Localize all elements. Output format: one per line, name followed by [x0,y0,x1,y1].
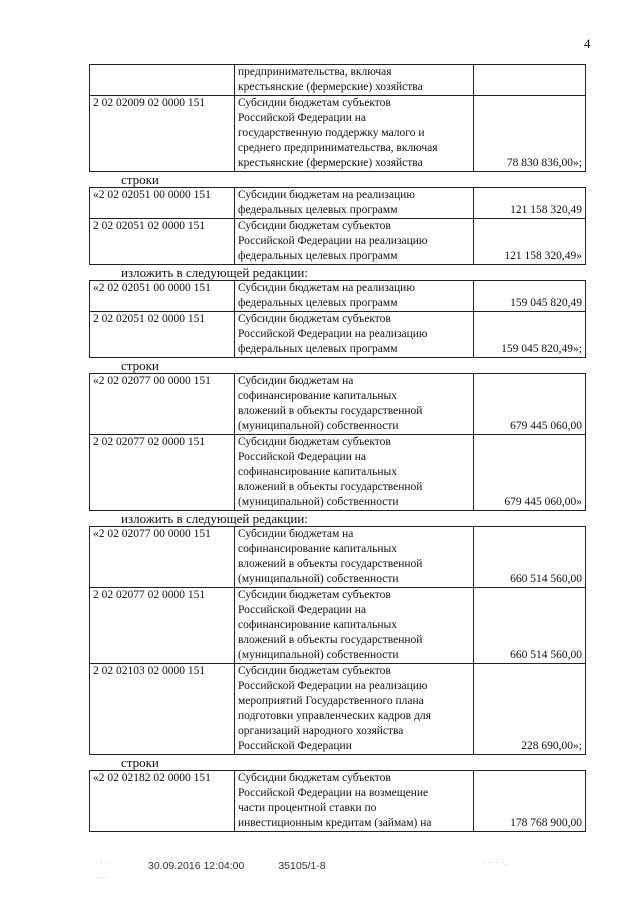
budget-code-cell: 2 02 02077 02 0000 151 [90,588,235,664]
budget-code-cell: 2 02 02103 02 0000 151 [90,664,235,755]
description-line: вложений в объекты государственной [238,405,423,417]
description-line: государственную поддержку малого и [238,127,425,139]
description-line: Субсидии бюджетам субъектов [238,772,391,784]
description-cell [235,588,474,664]
amount-cell: 228 690,00»; [474,664,586,755]
description-line: софинансирование капитальных [238,390,397,402]
section-label: изложить в следующей редакции: [121,265,308,280]
description-line: (муниципальной) собственности [238,496,399,508]
budget-table [89,187,586,265]
footer-doc-id: 35105/1-8 [278,860,326,872]
table-row [90,312,586,358]
description-cell [235,65,474,96]
scan-noise: · · [100,857,109,867]
description-line: Субсидии бюджетам на реализацию [238,189,415,201]
budget-code-cell: «2 02 02077 00 0000 151 [90,527,235,588]
description-line: Российской Федерации на [238,604,366,616]
table-row [90,771,586,832]
description-line: Российской Федерации на [238,451,366,463]
description-line: предпринимательства, включая [238,66,392,78]
budget-code-cell: 2 02 02051 02 0000 151 [90,219,235,265]
table-row [90,281,586,312]
amount-cell: 159 045 820,49»; [474,312,586,358]
amount-cell: 660 514 560,00 [474,527,586,588]
description-line: Субсидии бюджетам субъектов [238,589,391,601]
description-line: Субсидии бюджетам субъектов [238,665,391,677]
table-row [90,219,586,265]
description-line: Субсидии бюджетам субъектов [238,313,391,325]
table-row [90,664,586,755]
amount-cell: 178 768 900,00 [474,771,586,832]
description-line: софинансирование капитальных [238,466,397,478]
description-line: крестьянские (фермерские) хозяйства [238,157,423,169]
budget-code-cell: «2 02 02182 02 0000 151 [90,771,235,832]
description-cell [235,374,474,435]
description-line: Субсидии бюджетам на [238,528,354,540]
page-number: 4 [584,36,591,51]
description-cell [235,771,474,832]
description-cell [235,219,474,265]
description-line: Субсидии бюджетам на реализацию [238,282,415,294]
budget-table [89,770,586,832]
description-cell [235,96,474,172]
table-row [90,374,586,435]
table-row [90,188,586,219]
description-line: (муниципальной) собственности [238,420,399,432]
budget-table [89,526,586,755]
description-line: Российской Федерации [238,740,352,752]
scan-noise: · ·· · ·. [482,857,507,867]
budget-code-cell: 2 02 02077 02 0000 151 [90,435,235,511]
amount-cell: 121 158 320,49 [474,188,586,219]
description-line: вложений в объекты государственной [238,481,423,493]
document-body [89,64,586,832]
description-line: софинансирование капитальных [238,543,397,555]
description-line: федеральных целевых программ [238,204,398,216]
table-row [90,588,586,664]
description-line: Российской Федерации на реализацию [238,235,428,247]
table-row [90,527,586,588]
description-line: федеральных целевых программ [238,250,398,262]
budget-code-cell: «2 02 02077 00 0000 151 [90,374,235,435]
table-row [90,65,586,96]
description-line: организаций народного хозяйства [238,725,404,737]
description-line: инвестиционным кредитам (займам) на [238,817,432,829]
budget-code-cell [90,65,235,96]
description-cell [235,281,474,312]
budget-table [89,280,586,358]
amount-cell: 121 158 320,49» [474,219,586,265]
description-line: мероприятий Государственного плана [238,695,424,707]
section-label: строки [121,172,159,187]
description-line: крестьянские (фермерские) хозяйства [238,81,423,93]
description-line: вложений в объекты государственной [238,634,423,646]
table-row [90,435,586,511]
budget-table [89,373,586,511]
description-line: среднего предпринимательства, включая [238,142,438,154]
section-label: строки [121,358,159,373]
scan-noise: ·· · [96,872,108,882]
budget-table [89,64,586,172]
amount-cell: 660 514 560,00 [474,588,586,664]
amount-cell [474,65,586,96]
amount-cell: 679 445 060,00» [474,435,586,511]
section-label: изложить в следующей редакции: [121,511,308,526]
budget-code-cell: 2 02 02009 02 0000 151 [90,96,235,172]
description-line: Российской Федерации на реализацию [238,680,428,692]
budget-code-cell: «2 02 02051 00 0000 151 [90,188,235,219]
description-line: Российской Федерации на [238,112,366,124]
description-line: (муниципальной) собственности [238,573,399,585]
description-line: Субсидии бюджетам субъектов [238,436,391,448]
description-cell [235,188,474,219]
description-line: Субсидии бюджетам на [238,375,354,387]
table-row [90,96,586,172]
amount-cell: 159 045 820,49 [474,281,586,312]
description-line: софинансирование капитальных [238,619,397,631]
description-cell [235,435,474,511]
amount-cell: 679 445 060,00 [474,374,586,435]
description-line: Субсидии бюджетам субъектов [238,97,391,109]
budget-code-cell: 2 02 02051 02 0000 151 [90,312,235,358]
description-line: Российской Федерации на реализацию [238,328,428,340]
description-line: Российской Федерации на возмещение [238,787,429,799]
description-line: Субсидии бюджетам субъектов [238,220,391,232]
description-line: части процентной ставки по [238,802,377,814]
description-cell [235,664,474,755]
description-line: федеральных целевых программ [238,343,398,355]
footer-stamp [148,860,326,872]
description-line: подготовки управленческих кадров для [238,710,431,722]
description-line: (муниципальной) собственности [238,649,399,661]
footer-datetime: 30.09.2016 12:04:00 [148,860,245,872]
section-label: строки [121,755,159,770]
description-line: вложений в объекты государственной [238,558,423,570]
budget-code-cell: «2 02 02051 00 0000 151 [90,281,235,312]
amount-cell: 78 830 836,00»; [474,96,586,172]
description-cell [235,312,474,358]
description-cell [235,527,474,588]
description-line: федеральных целевых программ [238,297,398,309]
